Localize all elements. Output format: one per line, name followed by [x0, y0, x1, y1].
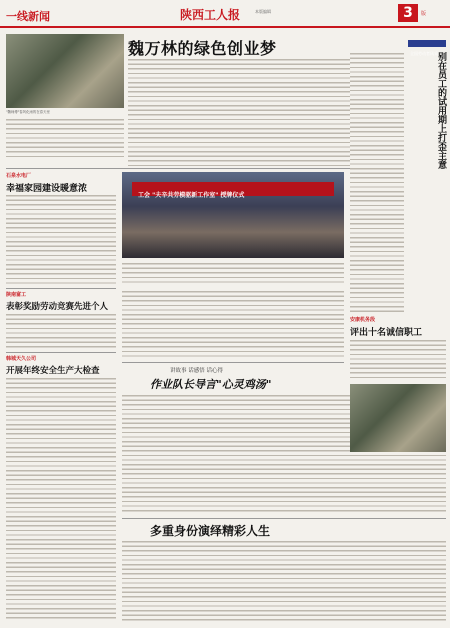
left-section-1-headline: 幸福家园建设暖意浓 — [6, 184, 88, 194]
interview-kicker: 讲故事 话感悟 话心得 — [170, 368, 223, 374]
left-section-2-body — [6, 313, 116, 349]
page-meta: 本版编辑 — [255, 9, 271, 14]
bottom-story-headline: 多重身份演绎精彩人生 — [150, 524, 271, 538]
page-number-badge — [398, 4, 418, 22]
interview-photo — [350, 384, 446, 452]
right-lower-body — [350, 339, 446, 379]
page-suffix: 版 — [421, 11, 427, 17]
newspaper-logo: 陕西工人报 — [180, 8, 241, 22]
banner-photo — [122, 172, 344, 258]
masthead-rule — [0, 26, 450, 28]
section-title: 一线新闻 — [6, 10, 50, 23]
main-story-left-body — [6, 118, 124, 160]
main-story-headline: 魏万林的绿色创业梦 — [128, 39, 277, 58]
banner-photo-text: 工会 "夫辛共劳模驱新工作室" 授牌仪式 — [138, 192, 245, 199]
bottom-divider — [122, 518, 446, 519]
banner-photo-banner — [132, 182, 334, 199]
page-number: 3 — [403, 5, 413, 21]
left-section-1-body — [6, 194, 116, 284]
right-column-tag — [408, 40, 446, 56]
right-column-headline: 别在员工的试用期上打歪主意 — [436, 52, 446, 169]
left-section-3-headline: 开展年终安全生产大检查 — [6, 366, 100, 376]
main-story-photo — [6, 34, 124, 108]
main-story-caption: "魏师傅"春风化雨的在春天里 — [6, 110, 50, 114]
middle-body — [122, 290, 344, 358]
left-divider-1 — [6, 288, 116, 289]
main-story-divider — [6, 168, 404, 169]
masthead — [0, 0, 450, 28]
left-section-1-kicker: 石泉水电厂 — [6, 173, 32, 179]
right-column-tag-text: 全国劳动者风采 — [410, 51, 438, 56]
left-section-3-body — [6, 377, 116, 622]
right-column-body — [350, 52, 404, 312]
interview-headline: 作业队长导言"心灵鸡汤" — [150, 378, 272, 391]
bottom-story-body — [122, 540, 446, 622]
right-lower-headline: 评出十名诚信职工 — [350, 328, 423, 338]
left-section-3-kicker: 韩城天久公司 — [6, 356, 37, 362]
left-section-2-kicker: 陕南富工 — [6, 292, 27, 298]
left-section-2-headline: 表彰奖励劳动竞赛先进个人 — [6, 302, 109, 312]
left-divider-2 — [6, 352, 116, 353]
interview-divider — [122, 362, 344, 363]
right-lower-kicker: 安康机务段 — [350, 317, 376, 323]
banner-photo-captions — [122, 262, 344, 286]
